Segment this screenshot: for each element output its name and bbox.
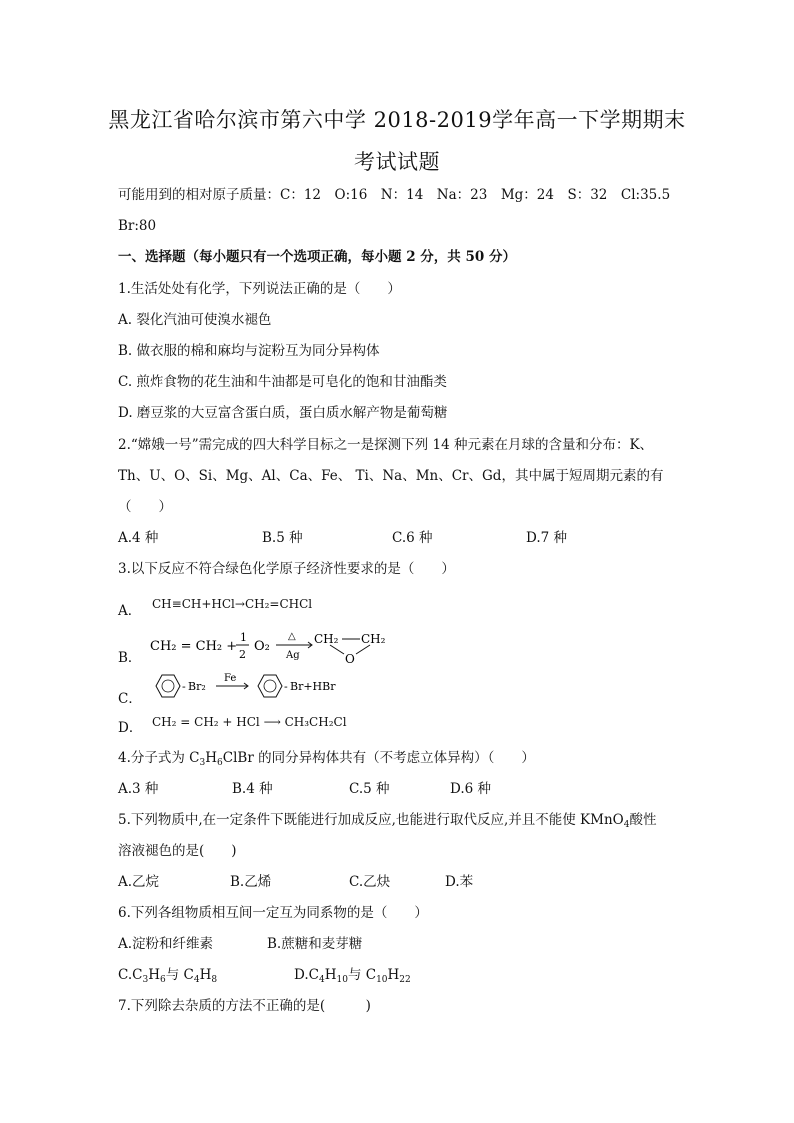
q3-b-o2: O₂ bbox=[254, 639, 270, 654]
q4-stem-post: ClBr 的同分异构体共有（不考虑立体异构）（ ） bbox=[222, 750, 535, 766]
q4-option-c: C.5 种 bbox=[349, 781, 390, 797]
q2-option-c: C.6 种 bbox=[392, 530, 433, 546]
q1-option-d: D. 磨豆浆的大豆富含蛋白质，蛋白质水解产物是葡萄糖 bbox=[118, 405, 448, 421]
q5-line1-post: 酸性 bbox=[629, 812, 657, 828]
q1-option-b: B. 做衣服的棉和麻均与淀粉互为同分异构体 bbox=[118, 343, 380, 359]
q4-option-b: B.4 种 bbox=[232, 781, 273, 797]
q3-b-label: B． bbox=[118, 650, 142, 666]
q5-option-c: C.乙炔 bbox=[349, 874, 391, 890]
q4-stem bbox=[118, 749, 535, 767]
q1-stem: 1.生活处处有化学，下列说法正确的是（ ） bbox=[118, 281, 401, 297]
q6-option-b: B.蔗糖和麦芽糖 bbox=[267, 936, 363, 952]
q3-c-equation bbox=[148, 670, 368, 704]
q6-stem: 6.下列各组物质相互间一定互为同系物的是（ ） bbox=[118, 905, 428, 921]
q3-b-ch2-left: CH₂ bbox=[314, 632, 339, 646]
q6-c-sub-8: 8 bbox=[211, 975, 218, 985]
q2-line-3: （ ） bbox=[118, 499, 172, 515]
q5-line-1 bbox=[118, 811, 656, 829]
q7-stem: 7.下列除去杂质的方法不正确的是( ) bbox=[118, 998, 371, 1014]
q3-a-equation: CH≡CH+HCl→CH₂=CHCl bbox=[152, 597, 313, 611]
q4-option-d: D.6 种 bbox=[450, 781, 492, 797]
q6-c-h2: H bbox=[199, 967, 212, 983]
q6-option-a: A.淀粉和纤维素 bbox=[118, 936, 214, 952]
q3-stem: 3.以下反应不符合绿色化学原子经济性要求的是（ ） bbox=[118, 561, 455, 577]
q2-line-2: Th、U、O、Si、Mg、Al、Ca、Fe、 Ti、Na、Mn、Cr、Gd，其中属于短周期元素的有 bbox=[118, 468, 664, 484]
title-line-1: 黑龙江省哈尔滨市第六中学 2018-2019学年高一下学期期末 bbox=[108, 108, 686, 132]
q6-d-sub-4: 4 bbox=[318, 975, 325, 985]
q6-c-sub-4: 4 bbox=[193, 975, 200, 985]
q3-a-label: A． bbox=[118, 603, 142, 619]
q6-d-h: H bbox=[324, 967, 337, 983]
q3-b-fraction-den: 2 bbox=[239, 648, 246, 661]
q3-b-left: CH₂ = CH₂ + bbox=[150, 639, 238, 654]
q5-option-a: A.乙烷 bbox=[118, 874, 160, 890]
q2-line-1: 2.“嫦娥一号”需完成的四大科学目标之一是探测下列 14 种元素在月球的含量和分布：K、 bbox=[118, 437, 654, 453]
q3-b-oxygen: O bbox=[345, 652, 355, 666]
q6-c-h: H bbox=[148, 967, 160, 983]
q6-option-d bbox=[294, 966, 411, 984]
q5-option-b: B.乙烯 bbox=[230, 874, 272, 890]
q3-c-bond: - bbox=[284, 680, 288, 693]
q3-d-equation: CH₂ = CH₂ + HCl ⟶ CH₃CH₂Cl bbox=[152, 715, 347, 729]
q5-line1-pre: 5.下列物质中,在一定条件下既能进行加成反应,也能进行取代反应,并且不能使 KMnO bbox=[118, 812, 624, 828]
q6-c-sub-3: 3 bbox=[142, 975, 149, 985]
q2-option-b: B.5 种 bbox=[262, 530, 303, 546]
benzene-circle-icon bbox=[264, 680, 276, 692]
q4-sub-3: 3 bbox=[199, 758, 206, 768]
q2-option-d: D.7 种 bbox=[526, 530, 568, 546]
q6-d-sub-10b: 10 bbox=[376, 975, 388, 985]
q3-b-heat-symbol: △ bbox=[288, 631, 296, 642]
q3-b-catalyst: Ag bbox=[286, 650, 300, 661]
q6-d-mid: 与 C bbox=[347, 967, 377, 983]
benzene-circle-icon bbox=[162, 680, 174, 692]
q2-option-a: A.4 种 bbox=[118, 530, 159, 546]
q1-option-c: C. 煎炸食物的花生油和牛油都是可皂化的饱和甘油酯类 bbox=[118, 374, 447, 390]
q4-sub-6: 6 bbox=[217, 758, 223, 768]
atomic-masses-line-2: Br:80 bbox=[118, 218, 157, 234]
q6-c-mid: 与 C bbox=[165, 967, 194, 983]
benzene-ring-icon bbox=[258, 675, 282, 697]
q4-h: H bbox=[205, 750, 218, 766]
q6-d-sub-22: 22 bbox=[399, 975, 411, 985]
title-line-2: 考试试题 bbox=[354, 150, 440, 174]
benzene-ring-icon bbox=[156, 675, 180, 697]
q3-b-co-bond-right bbox=[356, 645, 370, 654]
q3-c-product: Br+HBr bbox=[290, 680, 336, 693]
section-heading: 一、选择题（每小题只有一个选项正确，每小题 2 分，共 50 分） bbox=[118, 249, 516, 265]
q6-c-pre: C.C bbox=[118, 967, 143, 983]
q3-d-label: D． bbox=[118, 720, 143, 736]
q4-stem-pre: 4.分子式为 C bbox=[118, 750, 200, 766]
q3-c-catalyst: Fe bbox=[224, 673, 237, 684]
q5-option-d: D.苯 bbox=[445, 874, 474, 890]
q1-option-a: A. 裂化汽油可使溴水褪色 bbox=[118, 312, 272, 328]
q4-option-a: A.3 种 bbox=[118, 781, 159, 797]
q5-sub-4: 4 bbox=[623, 820, 630, 830]
atomic-masses-line-1: 可能用到的相对原子质量：C：12 O:16 N：14 Na：23 Mg：24 S：32 Cl:35.5 bbox=[118, 187, 671, 203]
q3-b-ch2-right: CH₂ bbox=[361, 632, 386, 646]
q3-c-plus: - bbox=[182, 680, 186, 693]
q6-c-sub-6: 6 bbox=[159, 975, 166, 985]
q3-b-co-bond-left bbox=[330, 645, 344, 654]
q3-c-br2: Br₂ bbox=[188, 680, 206, 693]
q5-line-2: 溶液褪色的是( ) bbox=[118, 843, 237, 859]
q3-b-fraction-num: 1 bbox=[240, 631, 247, 644]
q6-d-sub-10: 10 bbox=[336, 975, 348, 985]
q6-d-h2: H bbox=[387, 967, 400, 983]
q3-c-label: C． bbox=[118, 691, 142, 707]
q6-d-pre: D.C bbox=[294, 967, 319, 983]
q6-option-c bbox=[118, 966, 217, 984]
q3-b-equation bbox=[148, 626, 398, 666]
